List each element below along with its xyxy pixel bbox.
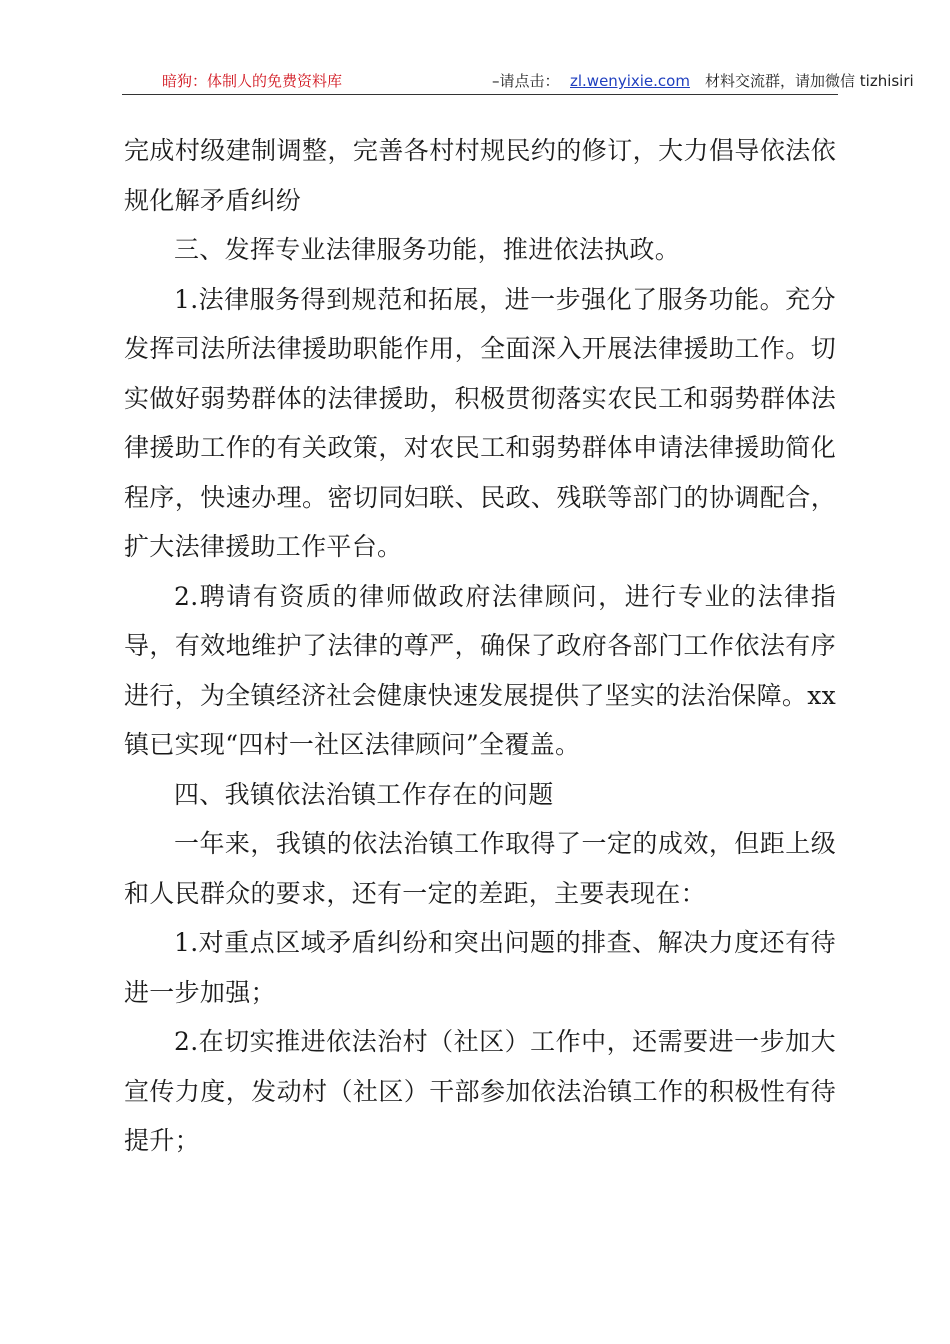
header-click-prompt: –请点击：: [492, 72, 560, 90]
section-heading-4: 四、我镇依法治镇工作存在的问题: [174, 779, 554, 809]
page-header: [122, 68, 914, 95]
paragraph-item-1: 1.法律服务得到规范和拓展，进一步强化了服务功能。充分发挥司法所法律援助职能作用，全面深入开展法律援助工作。切实做好弱势群体的法律援助，积极贯彻落实农民工和弱势群体法律援助工作的有关政策，对农民工和弱势群体申请法律援助简化程序，快速办理。密切同妇联、民政、残联等部门的协调配合，扩大法律援助工作平台。: [124, 284, 836, 561]
problem-item-2: 2.在切实推进依法治村（社区）工作中，还需要进一步加大宣传力度，发动村（社区）干部参加依法治镇工作的积极性有待提升；: [124, 1027, 836, 1155]
document-body: [124, 126, 836, 1166]
header-site-name: 暗狗：体制人的免费资料库: [162, 72, 343, 90]
problem-item-1: 1.对重点区域矛盾纠纷和突出问题的排查、解决力度还有待进一步加强；: [124, 928, 836, 1007]
header-link[interactable]: zl.wenyixie.com: [570, 72, 690, 90]
paragraph-intro: 一年来，我镇的依法治镇工作取得了一定的成效，但距上级和人民群众的要求，还有一定的差距，主要表现在：: [124, 829, 836, 908]
header-contact-note: 材料交流群，请加微信 tizhisiri: [705, 72, 914, 90]
paragraph-item-2: 2.聘请有资质的律师做政府法律顾问，进行专业的法律指导，有效地维护了法律的尊严，确保了政府各部门工作依法有序进行，为全镇经济社会健康快速发展提供了坚实的法治保障。xx 镇已实现“四村一社区法律顾问”全覆盖。: [124, 581, 836, 759]
paragraph-continuation: 完成村级建制调整，完善各村村规民约的修订，大力倡导依法依规化解矛盾纠纷: [124, 136, 836, 215]
section-heading-3: 三、发挥专业法律服务功能，推进依法执政。: [174, 235, 681, 264]
